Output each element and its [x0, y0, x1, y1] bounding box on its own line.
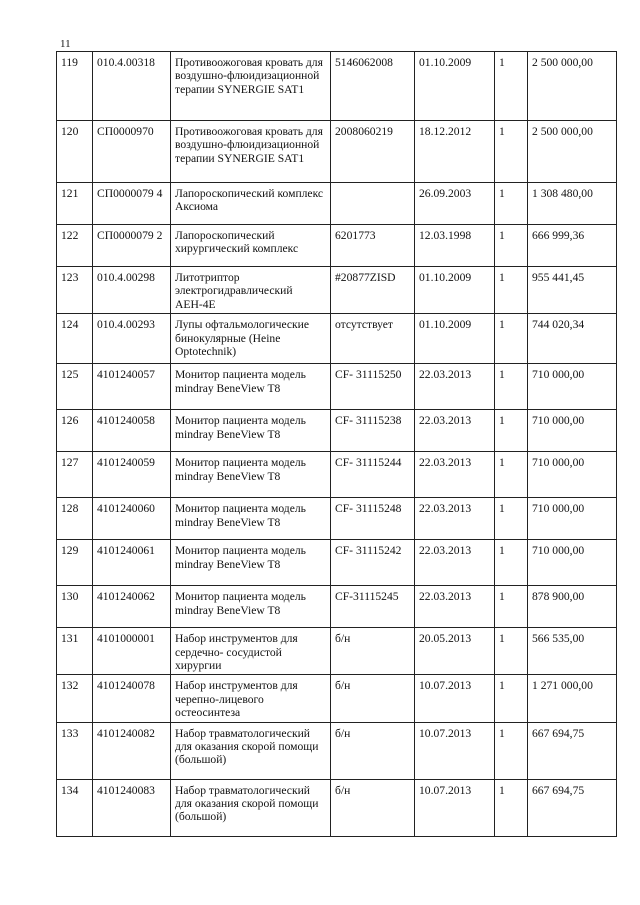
inventory-number-cell: 4101000001 [93, 628, 171, 675]
quantity-cell: 1 [495, 779, 528, 836]
inventory-number-cell: 4101240058 [93, 410, 171, 452]
cost-cell: 744 020,34 [528, 314, 617, 364]
inventory-number-cell: 4101240060 [93, 498, 171, 540]
date-cell: 12.03.1998 [415, 225, 495, 267]
item-name-cell: Набор травматологический для оказания скорой помощи (большой) [171, 722, 331, 779]
date-cell: 10.07.2013 [415, 779, 495, 836]
serial-number-cell: 2008060219 [331, 121, 415, 183]
serial-number-cell: #20877ZISD [331, 267, 415, 314]
item-number-cell: 119 [57, 52, 93, 121]
date-cell: 10.07.2013 [415, 722, 495, 779]
cost-cell: 667 694,75 [528, 722, 617, 779]
serial-number-cell: CF- 31115242 [331, 540, 415, 586]
table-row [57, 225, 617, 267]
inventory-number-cell: 010.4.00318 [93, 52, 171, 121]
table-row [57, 722, 617, 779]
table-row [57, 267, 617, 314]
quantity-cell: 1 [495, 628, 528, 675]
cost-cell: 566 535,00 [528, 628, 617, 675]
cost-cell: 710 000,00 [528, 540, 617, 586]
item-number-cell: 132 [57, 675, 93, 722]
date-cell: 18.12.2012 [415, 121, 495, 183]
inventory-number-cell: СП0000970 [93, 121, 171, 183]
cost-cell: 710 000,00 [528, 410, 617, 452]
item-name-cell: Монитор пациента модель mindray BeneView T8 [171, 498, 331, 540]
inventory-table [56, 51, 617, 837]
quantity-cell: 1 [495, 410, 528, 452]
item-name-cell: Набор травматологический для оказания скорой помощи (большой) [171, 779, 331, 836]
item-number-cell: 124 [57, 314, 93, 364]
date-cell: 22.03.2013 [415, 364, 495, 410]
quantity-cell: 1 [495, 364, 528, 410]
cost-cell: 710 000,00 [528, 498, 617, 540]
inventory-number-cell: 010.4.00298 [93, 267, 171, 314]
date-cell: 01.10.2009 [415, 314, 495, 364]
cost-cell: 2 500 000,00 [528, 121, 617, 183]
quantity-cell: 1 [495, 267, 528, 314]
table-row [57, 779, 617, 836]
table-row [57, 498, 617, 540]
date-cell: 22.03.2013 [415, 586, 495, 628]
quantity-cell: 1 [495, 121, 528, 183]
table-row [57, 452, 617, 498]
quantity-cell: 1 [495, 183, 528, 225]
quantity-cell: 1 [495, 52, 528, 121]
item-number-cell: 133 [57, 722, 93, 779]
table-row [57, 410, 617, 452]
item-number-cell: 128 [57, 498, 93, 540]
serial-number-cell: 5146062008 [331, 52, 415, 121]
serial-number-cell [331, 183, 415, 225]
date-cell: 26.09.2003 [415, 183, 495, 225]
quantity-cell: 1 [495, 586, 528, 628]
cost-cell: 710 000,00 [528, 452, 617, 498]
item-name-cell: Монитор пациента модель mindray BeneView T8 [171, 364, 331, 410]
item-number-cell: 127 [57, 452, 93, 498]
inventory-number-cell: СП0000079 4 [93, 183, 171, 225]
inventory-table-body [57, 52, 617, 837]
quantity-cell: 1 [495, 675, 528, 722]
item-name-cell: Противоожоговая кровать для воздушно-флюидизационной терапии SYNERGIE SAT1 [171, 121, 331, 183]
cost-cell: 878 900,00 [528, 586, 617, 628]
serial-number-cell: б/н [331, 675, 415, 722]
item-name-cell: Противоожоговая кровать для воздушно-флюидизационной терапии SYNERGIE SAT1 [171, 52, 331, 121]
cost-cell: 1 271 000,00 [528, 675, 617, 722]
inventory-number-cell: 4101240059 [93, 452, 171, 498]
serial-number-cell: б/н [331, 779, 415, 836]
item-name-cell: Монитор пациента модель mindray BeneView T8 [171, 410, 331, 452]
cost-cell: 1 308 480,00 [528, 183, 617, 225]
table-row [57, 183, 617, 225]
table-row [57, 314, 617, 364]
quantity-cell: 1 [495, 498, 528, 540]
date-cell: 22.03.2013 [415, 452, 495, 498]
cost-cell: 710 000,00 [528, 364, 617, 410]
item-number-cell: 121 [57, 183, 93, 225]
date-cell: 01.10.2009 [415, 52, 495, 121]
table-row [57, 121, 617, 183]
serial-number-cell: 6201773 [331, 225, 415, 267]
serial-number-cell: б/н [331, 722, 415, 779]
table-row [57, 540, 617, 586]
item-name-cell: Литотриптор электрогидравлический АЕН-4Е [171, 267, 331, 314]
table-row [57, 628, 617, 675]
item-number-cell: 134 [57, 779, 93, 836]
item-name-cell: Лапороскопический хирургический комплекс [171, 225, 331, 267]
quantity-cell: 1 [495, 314, 528, 364]
item-number-cell: 131 [57, 628, 93, 675]
serial-number-cell: CF-31115245 [331, 586, 415, 628]
inventory-number-cell: 4101240057 [93, 364, 171, 410]
cost-cell: 666 999,36 [528, 225, 617, 267]
item-number-cell: 125 [57, 364, 93, 410]
item-number-cell: 120 [57, 121, 93, 183]
table-row [57, 675, 617, 722]
quantity-cell: 1 [495, 225, 528, 267]
cost-cell: 955 441,45 [528, 267, 617, 314]
item-number-cell: 129 [57, 540, 93, 586]
item-number-cell: 123 [57, 267, 93, 314]
cost-cell: 2 500 000,00 [528, 52, 617, 121]
item-number-cell: 122 [57, 225, 93, 267]
inventory-number-cell: 4101240078 [93, 675, 171, 722]
date-cell: 10.07.2013 [415, 675, 495, 722]
date-cell: 20.05.2013 [415, 628, 495, 675]
date-cell: 22.03.2013 [415, 540, 495, 586]
quantity-cell: 1 [495, 540, 528, 586]
item-number-cell: 130 [57, 586, 93, 628]
inventory-number-cell: 4101240082 [93, 722, 171, 779]
quantity-cell: 1 [495, 722, 528, 779]
item-name-cell: Лупы офтальмологические бинокулярные (Heine Optotechnik) [171, 314, 331, 364]
quantity-cell: 1 [495, 452, 528, 498]
page-number: 11 [60, 38, 71, 50]
serial-number-cell: CF- 31115248 [331, 498, 415, 540]
date-cell: 22.03.2013 [415, 410, 495, 452]
item-name-cell: Набор инструментов для черепно-лицевого остеосинтеза [171, 675, 331, 722]
item-name-cell: Монитор пациента модель mindray BeneView T8 [171, 586, 331, 628]
item-name-cell: Набор инструментов для сердечно- сосудистой хирургии [171, 628, 331, 675]
inventory-number-cell: СП0000079 2 [93, 225, 171, 267]
serial-number-cell: CF- 31115238 [331, 410, 415, 452]
cost-cell: 667 694,75 [528, 779, 617, 836]
inventory-number-cell: 4101240061 [93, 540, 171, 586]
serial-number-cell: CF- 31115244 [331, 452, 415, 498]
item-number-cell: 126 [57, 410, 93, 452]
item-name-cell: Монитор пациента модель mindray BeneView T8 [171, 452, 331, 498]
date-cell: 22.03.2013 [415, 498, 495, 540]
table-row [57, 52, 617, 121]
inventory-number-cell: 010.4.00293 [93, 314, 171, 364]
inventory-number-cell: 4101240083 [93, 779, 171, 836]
date-cell: 01.10.2009 [415, 267, 495, 314]
inventory-number-cell: 4101240062 [93, 586, 171, 628]
table-row [57, 364, 617, 410]
serial-number-cell: CF- 31115250 [331, 364, 415, 410]
table-row [57, 586, 617, 628]
item-name-cell: Лапороскопический комплекс Аксиома [171, 183, 331, 225]
item-name-cell: Монитор пациента модель mindray BeneView T8 [171, 540, 331, 586]
serial-number-cell: б/н [331, 628, 415, 675]
serial-number-cell: отсутствует [331, 314, 415, 364]
